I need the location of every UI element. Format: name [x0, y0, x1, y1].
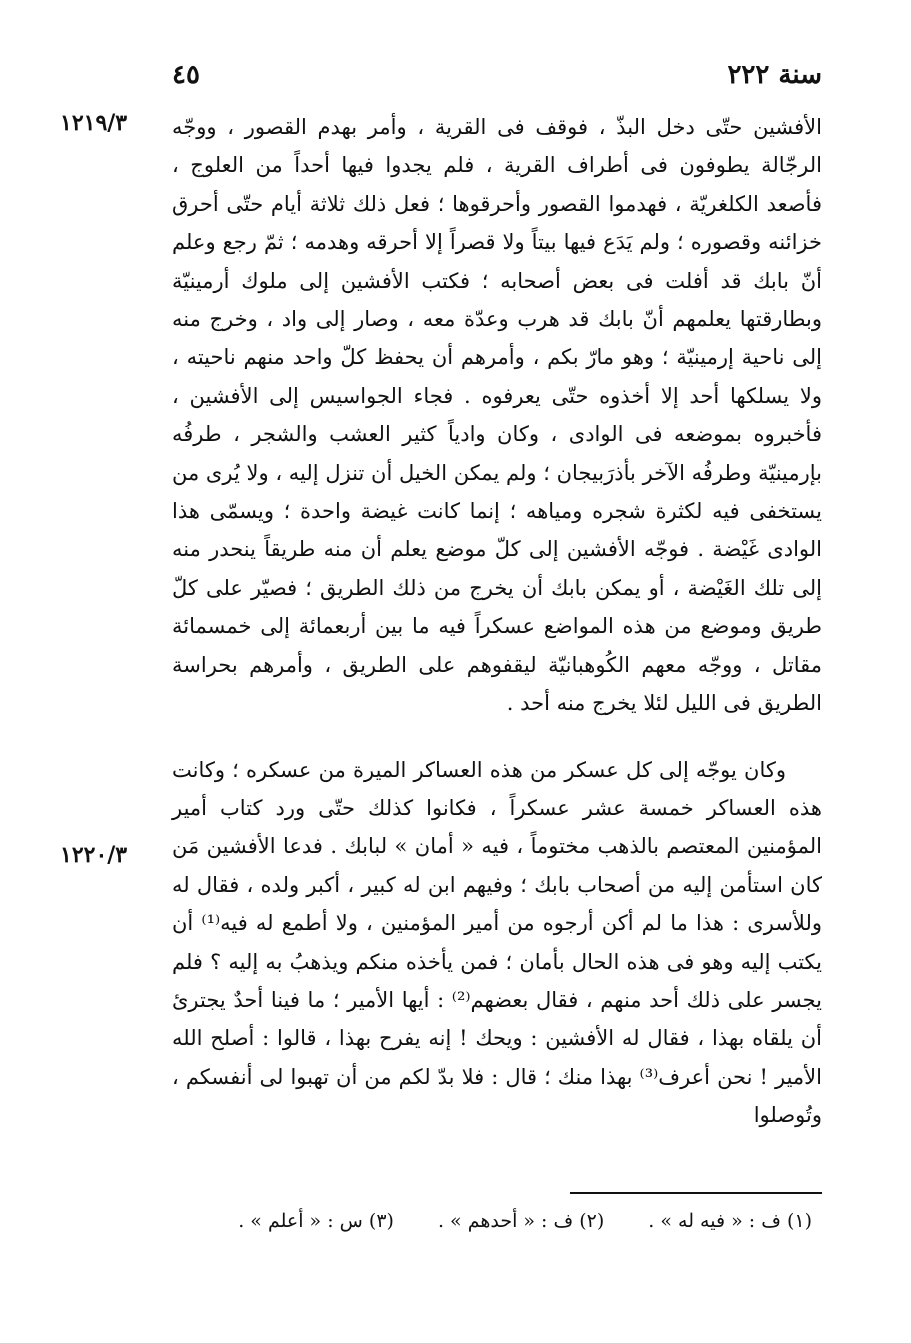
- margin-note-ref-1: ١٢١٩/٣: [60, 110, 128, 136]
- header-year: سنة ٢٢٢: [727, 60, 822, 90]
- footnote-1: (١) ف : « فيه له » .: [648, 1210, 812, 1232]
- margin-note-ref-2: ١٢٢٠/٣: [60, 842, 128, 868]
- running-header: [172, 60, 822, 100]
- footnotes: [172, 1210, 812, 1232]
- footnote-2: (٢) ف : « أحدهم » .: [437, 1210, 605, 1232]
- paragraph-1: الأفشين حتّى دخل البذّ ، فوقف فى القرية ، وأمر بهدم القصور ، ووجّه الرجّالة يطوفون فى أطراف القرية ، فلم يجدوا فيها أحداً من العلوج ، فأصعد الكلغريّة ، فهدموا القصور وأحرقوها ؛ فعل ذلك ثلاثة أيام حتّى أحرق خزائنه وقصوره ؛ ولم يَدَع فيها بيتاً ولا قصراً إلا أحرقه وهدمه ؛ ثمّ رجع وعلم أنّ بابك قد أفلت فى بعض أصحابه ؛ فكتب الأفشين إلى ملوك أرمينيّة وبطارقتها يعلمهم أنّ بابك قد هرب وعدّة معه ، وصار إلى واد ، وخرج منه إلى ناحية إرمينيّة ؛ وهو مارّ بكم ، وأمرهم أن يحفظ كلّ واحد منهم ناحيته ، ولا يسلكها أحد إلا أخذوه حتّى يعرفوه . فجاء الجواسيس إلى الأفشين ، فأخبروه بموضعه فى الوادى ، وكان وادياً كثير العشب والشجر ، طرفُه بإرمينيّة وطرفُه الآخر بأذرَبيجان ؛ ولم يمكن الخيل أن تنزل إليه ، ولا يُرى من يستخفى فيه لكثرة شجره ومياهه ؛ إنما كانت غيضة واحدة ؛ ويسمّى هذا الوادى غَيْضة . فوجّه الأفشين إلى كلّ موضع يعلم أن منه طريقاً ينحدر منه إلى تلك الغَيْضة ، أو يمكن بابك أن يخرج من ذلك الطريق ؛ فصيّر على كلّ طريق وموضع من هذه المواضع عسكراً فيه ما بين أربعمائة إلى خمسمائة مقاتل ، ووجّه معهم الكُوهبانيّة ليقفوهم على الطريق ، وأمرهم بحراسة الطريق فى الليل لئلا يخرج منه أحد .: [172, 115, 822, 716]
- footnote-divider: [570, 1192, 822, 1194]
- paragraph-2: وكان يوجّه إلى كل عسكر من هذه العساكر الميرة من عسكره ؛ وكانت هذه العساكر خمسة عشر عسكراً ، فكانوا كذلك حتّى ورد كتاب أمير المؤمنين المعتصم بالذهب مختوماً ، فيه « أمان » لبابك . فدعا الأفشين مَن كان استأمن إليه من أصحاب بابك ؛ وفيهم ابن له كبير ، أكبر ولده ، فقال له وللأسرى : هذا ما لم أكن أرجوه من أمير المؤمنين ، ولا أطمع له فيه⁽¹⁾ أن يكتب إليه وهو فى هذه الحال بأمان ؛ فمن يأخذه منكم ويذهبُ به إليه ؟ فلم يجسر على ذلك أحد منهم ، فقال بعضهم⁽²⁾ : أيها الأمير ؛ ما فينا أحدٌ يجترئ أن يلقاه بهذا ، فقال له الأفشين : ويحك ! إنه يفرح بهذا ، قالوا : أصلح الله الأمير ! نحن أعرف⁽³⁾ بهذا منك ؛ قال : فلا بدّ لكم من أن تهبوا لى أنفسكم ، وتُوصلوا: [172, 757, 822, 1128]
- footnote-3: (٣) س : « أعلم » .: [238, 1210, 394, 1232]
- main-text: [172, 108, 822, 1135]
- page-number: ٤٥: [172, 60, 200, 90]
